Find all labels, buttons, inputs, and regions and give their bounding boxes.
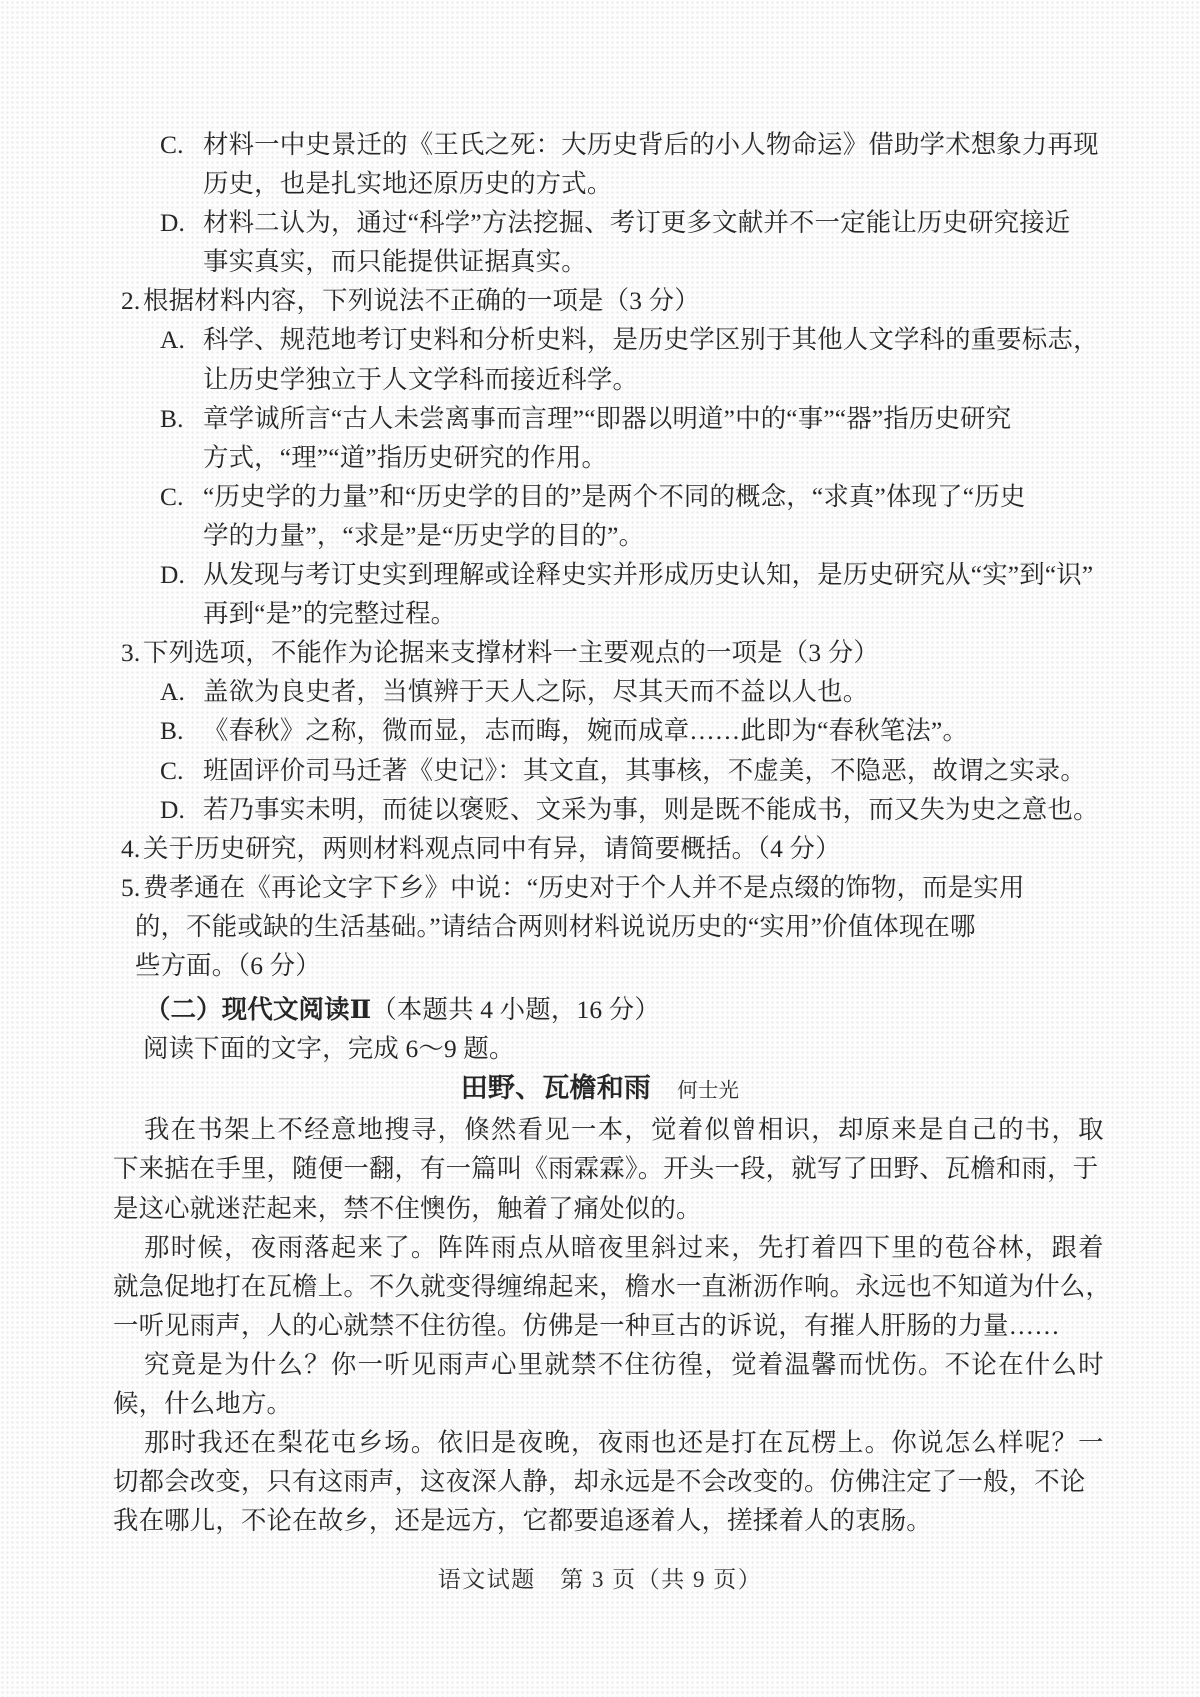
line-text: 下来掂在手里，随便一翻，有一篇叫《雨霖霖》。开头一段，就写了田野、瓦檐和雨，于 [113, 1155, 1099, 1184]
passage-text-line [0, 1229, 1200, 1268]
answer-option-continuation [0, 439, 1200, 478]
answer-option-line [0, 556, 1200, 595]
answer-option-line [0, 673, 1200, 712]
answer-option-line [0, 478, 1200, 517]
section-heading [0, 991, 1200, 1030]
line-text: 再到“是”的完整过程。 [203, 600, 457, 629]
question-line [0, 830, 1200, 869]
question-continuation [0, 908, 1200, 947]
answer-option-line [0, 204, 1200, 243]
question-line [0, 869, 1200, 908]
line-text: 从发现与考订史实到理解或诠释史实并形成历史认知，是历史研究从“实”到“识” [203, 561, 1094, 590]
line-text: 些方面。（6 分） [135, 951, 321, 980]
section-heading-label: （二）现代文阅读Ⅱ [145, 996, 372, 1025]
line-text: 候，什么地方。 [113, 1390, 293, 1418]
line-text: “历史学的力量”和“历史学的目的”是两个不同的概念，“求真”体现了“历史 [203, 482, 1026, 511]
line-text: 下列选项，不能作为论据来支撑材料一主要观点的一项是（3 分） [143, 639, 879, 668]
answer-option-continuation [0, 517, 1200, 556]
question-continuation [0, 947, 1200, 986]
passage-text-line [0, 1190, 1200, 1229]
line-text: 那时我还在梨花屯乡场。依旧是夜晚，夜雨也还是打在瓦楞上。你说怎么样呢？一 [144, 1429, 1105, 1458]
line-marker: C. [160, 482, 184, 511]
line-text: 班固评价司马迁著《史记》：其文直，其事核，不虚美，不隐恶，故谓之实录。 [203, 756, 1086, 785]
answer-option-continuation [0, 165, 1200, 204]
passage-text-line [0, 1385, 1200, 1424]
reading-instruction [0, 1030, 1200, 1069]
line-text: 《春秋》之称，微而显，志而晦，婉而成章……此即为“春秋笔法”。 [203, 717, 969, 746]
line-text: 究竟是为什么？你一听见雨声心里就禁不住彷徨，觉着温馨而忧伤。不论在什么时 [144, 1350, 1105, 1379]
page-footer: 语文试题 第 3 页（共 9 页） [437, 1567, 763, 1593]
line-text: 是这心就迷茫起来，禁不住懊伤，触着了痛处似的。 [113, 1194, 702, 1223]
line-marker: 3. [121, 639, 141, 668]
question-line [0, 282, 1200, 321]
answer-option-line [0, 400, 1200, 439]
line-text: 一听见雨声，人的心就禁不住彷徨。仿佛是一种亘古的诉说，有摧人肝肠的力量…… [113, 1311, 1060, 1340]
line-text: 若乃事实未明，而徒以褒贬、文采为事，则是既不能成书，而又失为史之意也。 [203, 795, 1099, 824]
line-text: 那时候，夜雨落起来了。阵阵雨点从暗夜里斜过来，先打着四下里的苞谷林，跟着 [144, 1233, 1105, 1262]
line-marker: B. [160, 717, 184, 746]
line-text: 事实真实，而只能提供证据真实。 [203, 248, 587, 277]
line-text: 的，不能或缺的生活基础。”请结合两则材料说说历史的“实用”价值体现在哪 [135, 912, 976, 941]
line-marker: C. [160, 131, 184, 159]
answer-option-line [0, 126, 1200, 165]
line-marker: D. [160, 561, 186, 590]
passage-text-line [0, 1346, 1200, 1385]
line-marker: D. [160, 209, 186, 238]
line-text: 科学、规范地考订史料和分析史料，是历史学区别于其他人文学科的重要标志， [203, 326, 1099, 355]
line-text: 材料一中史景迁的《王氏之死：大历史背后的小人物命运》借助学术想象力再现 [203, 131, 1099, 159]
passage-text-line [0, 1111, 1200, 1150]
line-text: 切都会改变，只有这雨声，这夜深人静，却永远是不会改变的。仿佛注定了一般，不论 [113, 1468, 1086, 1497]
passage-text-line [0, 1150, 1200, 1189]
line-text: 历史，也是扎实地还原历史的方式。 [203, 170, 613, 199]
answer-option-continuation [0, 243, 1200, 282]
line-text: 费孝通在《再论文字下乡》中说：“历史对于个人并不是点缀的饰物，而是实用 [143, 873, 1025, 902]
line-marker: A. [160, 678, 186, 707]
passage-title-text: 田野、瓦檐和雨 [460, 1073, 652, 1104]
line-text: 让历史学独立于人文学科而接近科学。 [203, 365, 639, 394]
line-text: 章学诚所言“古人未尝离事而言理”“即器以明道”中的“事”“器”指历史研究 [203, 404, 1012, 433]
question-line [0, 634, 1200, 673]
passage-text-line [0, 1307, 1200, 1346]
line-marker: C. [160, 756, 184, 785]
line-text: 阅读下面的文字，完成 6～9 题。 [143, 1035, 515, 1064]
line-text: （本题共 4 小题，16 分） [371, 996, 660, 1025]
line-marker: 5. [121, 873, 141, 902]
passage-text-line [0, 1424, 1200, 1463]
line-marker: D. [160, 795, 186, 824]
line-marker: 4. [121, 834, 141, 863]
line-text: 方式，“理”“道”指历史研究的作用。 [203, 443, 608, 472]
line-text: 关于历史研究，两则材料观点同中有异，请简要概括。（4 分） [143, 834, 841, 863]
passage-text-line [0, 1463, 1200, 1502]
line-text: 我在书架上不经意地搜寻，倏然看见一本，觉着似曾相识，却原来是自己的书，取 [144, 1116, 1105, 1145]
answer-option-line [0, 752, 1200, 791]
passage-text-line [0, 1268, 1200, 1307]
passage-author: 何士光 [677, 1080, 740, 1103]
line-marker: B. [160, 404, 184, 433]
line-text: 盖欲为良史者，当慎辨于天人之际，尽其天而不益以人也。 [203, 678, 869, 707]
line-text: 材料二认为，通过“科学”方法挖掘、考订更多文献并不一定能让历史研究接近 [203, 209, 1071, 238]
line-marker: A. [160, 326, 186, 355]
answer-option-line [0, 712, 1200, 751]
answer-option-line [0, 321, 1200, 360]
answer-option-continuation [0, 595, 1200, 634]
answer-option-line [0, 791, 1200, 830]
passage-text-line [0, 1502, 1200, 1541]
line-text: 学的力量”，“求是”是“历史学的目的”。 [203, 521, 645, 550]
passage-title [0, 1069, 1200, 1111]
line-marker: 2. [121, 287, 141, 316]
answer-option-continuation [0, 361, 1200, 400]
line-text: 就急促地打在瓦檐上。不久就变得缠绵起来，檐水一直淅沥作响。永远也不知道为什么， [113, 1272, 1112, 1301]
line-text: 我在哪儿，不论在故乡，还是远方，它都要追逐着人，搓揉着人的衷肠。 [113, 1507, 932, 1536]
line-text: 根据材料内容，下列说法不正确的一项是（3 分） [143, 287, 700, 316]
